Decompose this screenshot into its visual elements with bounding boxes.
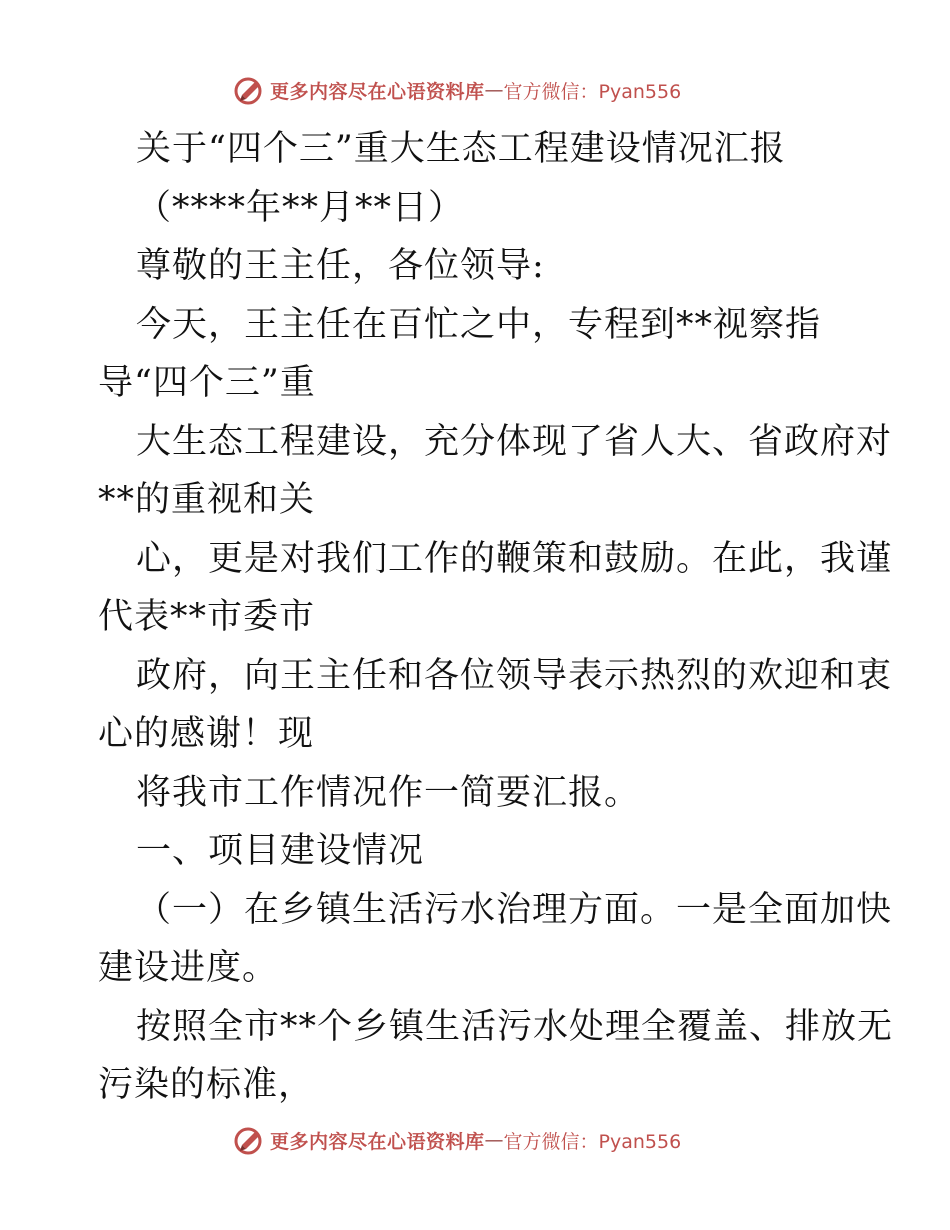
paragraph-line: 污染的标准，	[98, 1065, 315, 1105]
subsection-heading: （一）在乡镇生活污水治理方面。一是全面加快	[136, 889, 893, 930]
salutation: 尊敬的王主任，各位领导:	[136, 246, 545, 286]
paragraph-line: 政府，向王主任和各位领导表示热烈的欢迎和衷	[136, 655, 893, 696]
watermark-dash: —	[484, 1129, 504, 1151]
document-body	[98, 120, 894, 1115]
watermark-wechat: 官方微信：Pyan556	[503, 80, 682, 103]
paragraph-line: 心的感谢！现	[98, 714, 315, 754]
paragraph-line: 心，更是对我们工作的鞭策和鼓励。在此，我谨	[136, 538, 893, 579]
watermark-dash: —	[484, 79, 504, 101]
pen-logo-icon	[232, 73, 266, 107]
paragraph-line: 大生态工程建设，充分体现了省人大、省政府对	[136, 421, 893, 462]
section-heading: 一、项目建设情况	[136, 831, 425, 871]
paragraph-line: 建设进度。	[98, 948, 279, 988]
paragraph-line: 按照全市**个乡镇生活污水处理全覆盖、排放无	[136, 1006, 894, 1047]
paragraph-line: 导“四个三”重	[98, 363, 316, 403]
watermark-wechat: 官方微信：Pyan556	[503, 1130, 682, 1153]
footer-watermark	[232, 1122, 681, 1158]
paragraph-line: **的重视和关	[98, 480, 316, 520]
watermark-site-name: 更多内容尽在心语资料库	[270, 80, 485, 103]
watermark-site-name: 更多内容尽在心语资料库	[270, 1130, 485, 1153]
paragraph-line: 今天，王主任在百忙之中，专程到**视察指	[136, 304, 822, 345]
paragraph-line: 将我市工作情况作一简要汇报。	[136, 772, 641, 813]
document-title: 关于“四个三”重大生态工程建设情况汇报	[136, 129, 786, 169]
document-date: （****年**月**日）	[136, 187, 465, 228]
paragraph-line: 代表**市委市	[98, 597, 316, 637]
pen-logo-icon	[232, 1123, 266, 1157]
header-watermark	[232, 72, 681, 108]
